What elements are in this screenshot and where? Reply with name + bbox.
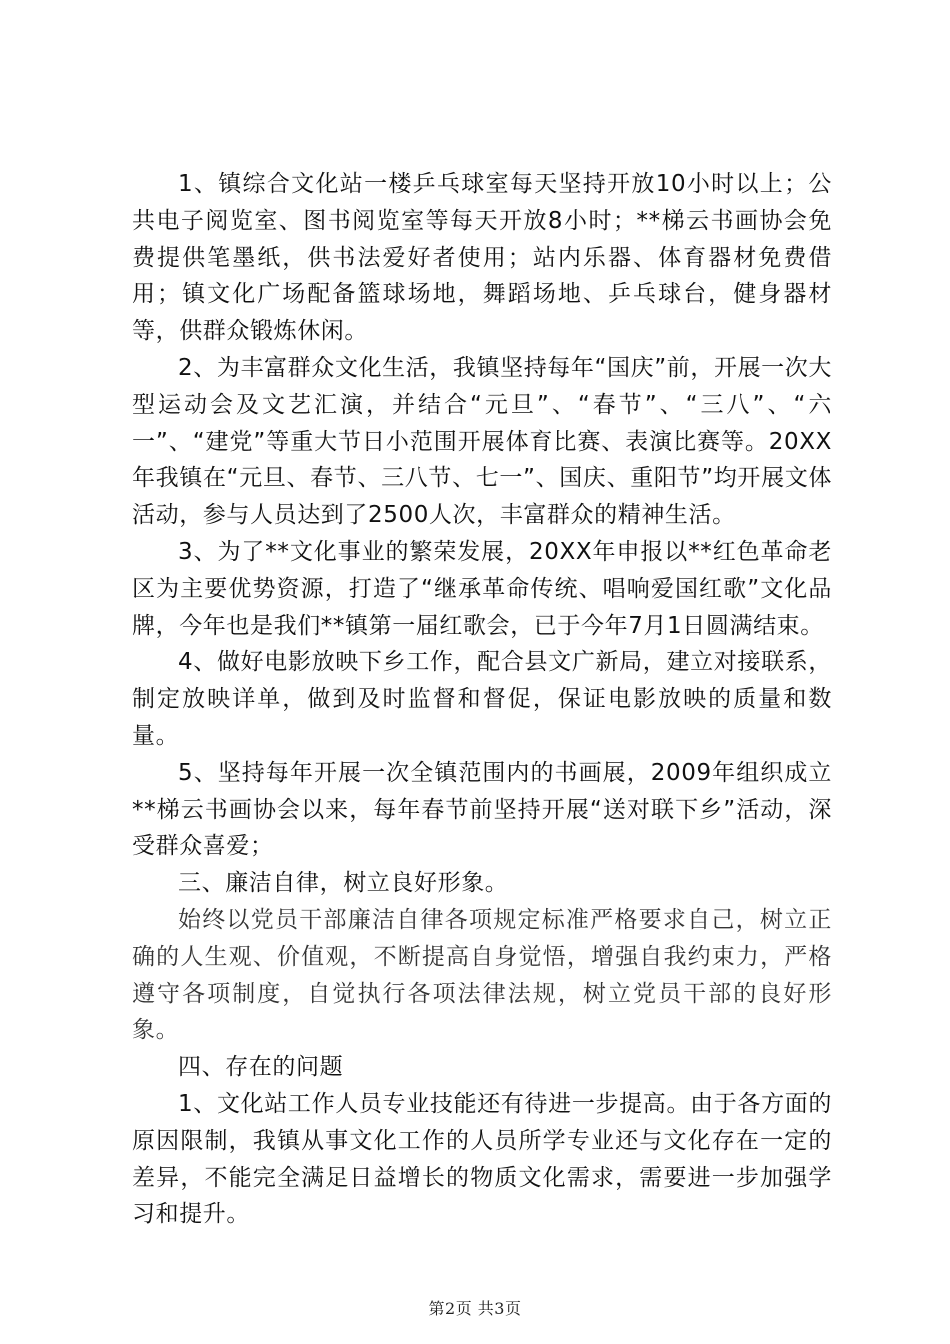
section-heading-3: 三、廉洁自律，树立良好形象。 (178, 870, 509, 897)
paragraph-3: 3、为了**文化事业的繁荣发展，20XX年申报以**红色革命老区为主要优势资源，打造了“继承革命传统、唱响爱国红歌”文化品牌，今年也是我们**镇第一届红歌会，已于今年7月1日圆满结束。 (132, 538, 832, 639)
paragraph-4: 4、做好电影放映下乡工作，配合县文广新局，建立对接联系，制定放映详单，做到及时监督和督促，保证电影放映的质量和数量。 (132, 649, 832, 749)
paragraph-integrity: 始终以党员干部廉洁自律各项规定标准严格要求自己，树立正确的人生观、价值观，不断提高自身觉悟，增强自我约束力，严格遵守各项制度，自觉执行各项法律法规，树立党员干部的良好形象。 (132, 906, 832, 1044)
page-footer: 第2页 共3页 (428, 1299, 522, 1318)
paragraph-2: 2、为丰富群众文化生活，我镇坚持每年“国庆”前，开展一次大型运动会及文艺汇演，并结合“元旦”、“春节”、“三八”、“六一”、“建党”等重大节日小范围开展体育比赛、表演比赛等。20XX年我镇在“元旦、春节、三八节、七一”、国庆、重阳节”均开展文体活动，参与人员达到了2500人次，丰富群众的精神生活。 (132, 354, 832, 529)
paragraph-issues-1: 1、文化站工作人员专业技能还有待进一步提高。由于各方面的原因限制，我镇从事文化工作的人员所学专业还与文化存在一定的差异，不能完全满足日益增长的物质文化需求，需要进一步加强学习和提升。 (132, 1090, 832, 1228)
paragraph-5: 5、坚持每年开展一次全镇范围内的书画展，2009年组织成立**梯云书画协会以来，每年春节前坚持开展“送对联下乡”活动，深受群众喜爱； (132, 759, 832, 860)
document-body (132, 166, 832, 1233)
section-heading-4: 四、存在的问题 (178, 1054, 344, 1081)
paragraph-1: 1、镇综合文化站一楼乒乓球室每天坚持开放10小时以上；公共电子阅览室、图书阅览室等每天开放8小时；**梯云书画协会免费提供笔墨纸，供书法爱好者使用；站内乐器、体育器材免费借用；镇文化广场配备篮球场地，舞蹈场地、乒乓球台，健身器材等，供群众锻炼休闲。 (132, 171, 832, 345)
